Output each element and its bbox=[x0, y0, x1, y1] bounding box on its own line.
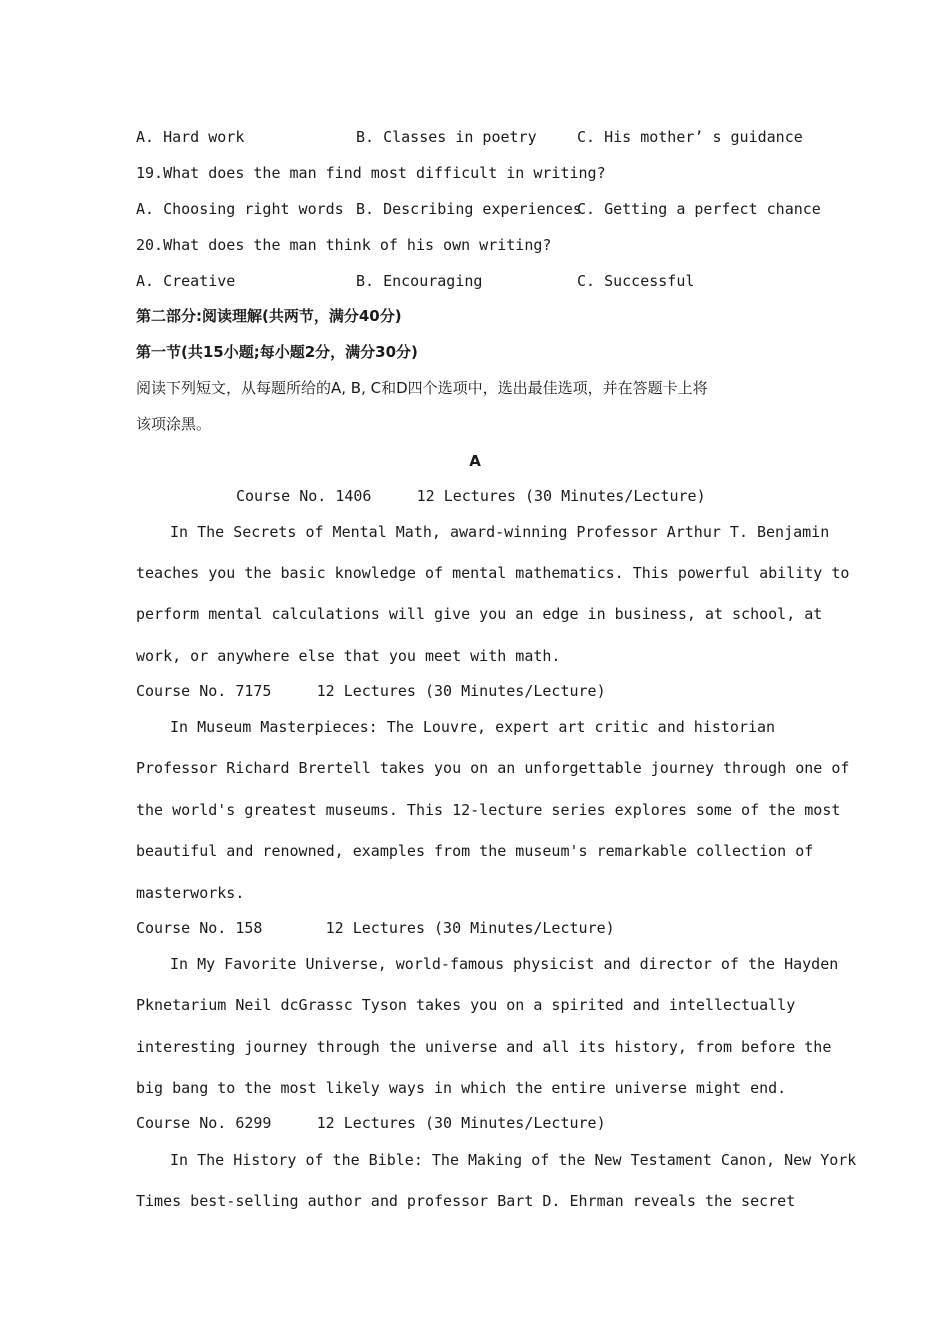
q20-option-a: A. Creative bbox=[136, 272, 236, 290]
course-7175-text-5: masterworks. bbox=[136, 884, 245, 902]
course-1406-text-1: In The Secrets of Mental Math, award-winning Professor Arthur T. Benjamin bbox=[170, 523, 830, 541]
course-7175-text-4: beautiful and renowned, examples from the museum's remarkable collection of bbox=[136, 842, 814, 860]
course-1406-text-4: work, or anywhere else that you meet with math. bbox=[136, 647, 561, 665]
part2-heading: 第二部分:阅读理解(共两节，满分40分) bbox=[136, 307, 402, 325]
course-158-text-4: big bang to the most likely ways in which the entire universe might end. bbox=[136, 1079, 787, 1097]
course-7175-text-1: In Museum Masterpieces: The Louvre, expert art critic and historian bbox=[170, 718, 776, 736]
q19-option-a: A. Choosing right words bbox=[136, 200, 344, 218]
course-6299-text-2: Times best-selling author and professor Bart D. Ehrman reveals the secret bbox=[136, 1192, 796, 1210]
course-158-header: Course No. 158 12 Lectures (30 Minutes/Lecture) bbox=[136, 919, 615, 937]
instruction-line-2: 该项涂黑。 bbox=[136, 415, 212, 433]
q19-option-c: C. Getting a perfect chance bbox=[577, 200, 821, 218]
course-1406-text-3: perform mental calculations will give you an edge in business, at school, at bbox=[136, 605, 823, 623]
course-7175-text-3: the world's greatest museums. This 12-lecture series explores some of the most bbox=[136, 801, 841, 819]
q20-question: 20.What does the man think of his own writing? bbox=[136, 236, 552, 254]
q19-question: 19.What does the man find most difficult in writing? bbox=[136, 164, 606, 182]
q18-option-c: C. His mother’ s guidance bbox=[577, 128, 803, 146]
q18-option-a: A. Hard work bbox=[136, 128, 245, 146]
course-1406-header: Course No. 1406 12 Lectures (30 Minutes/Lecture) bbox=[236, 487, 706, 505]
course-6299-text-1: In The History of the Bible: The Making of the New Testament Canon, New York bbox=[170, 1151, 857, 1169]
section1-heading: 第一节(共15小题;每小题2分，满分30分) bbox=[136, 343, 418, 361]
course-7175-text-2: Professor Richard Brertell takes you on an unforgettable journey through one of bbox=[136, 759, 850, 777]
q20-option-c: C. Successful bbox=[577, 272, 695, 290]
q20-option-b: B. Encouraging bbox=[356, 272, 483, 290]
course-158-text-2: Pknetarium Neil dcGrassc Tyson takes you on a spirited and intellectually bbox=[136, 996, 796, 1014]
course-158-text-3: interesting journey through the universe and all its history, from before the bbox=[136, 1038, 832, 1056]
course-7175-header: Course No. 7175 12 Lectures (30 Minutes/Lecture) bbox=[136, 682, 606, 700]
course-6299-header: Course No. 6299 12 Lectures (30 Minutes/Lecture) bbox=[136, 1114, 606, 1132]
passage-label: A bbox=[469, 452, 481, 470]
course-1406-text-2: teaches you the basic knowledge of mental mathematics. This powerful ability to bbox=[136, 564, 850, 582]
course-158-text-1: In My Favorite Universe, world-famous physicist and director of the Hayden bbox=[170, 955, 839, 973]
q19-option-b: B. Describing experiences bbox=[356, 200, 582, 218]
instruction-line-1: 阅读下列短文，从每题所给的A, B, C和D四个选项中，选出最佳选项，并在答题卡上将 bbox=[136, 379, 708, 397]
q18-option-b: B. Classes in poetry bbox=[356, 128, 537, 146]
